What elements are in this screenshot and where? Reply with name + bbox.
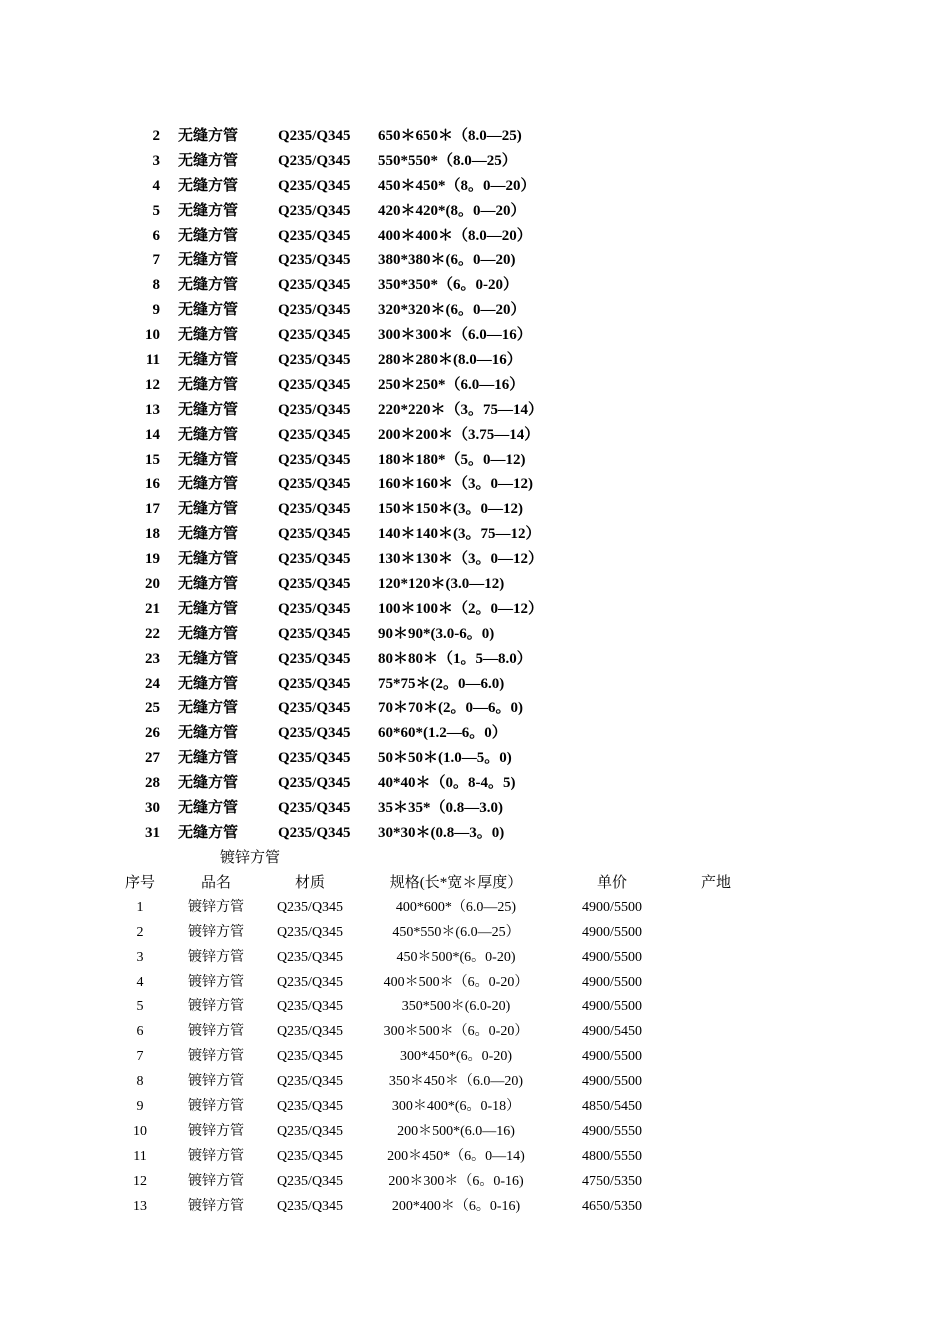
cell-name: 无缝方管 [178,277,239,294]
cell-no: 19 [145,551,160,568]
cell-spec: 400*600*（6.0—25) [395,899,517,915]
cell-name: 无缝方管 [178,327,239,344]
cell-name: 镀锌方管 [188,899,244,915]
cell-name: 无缝方管 [178,824,239,841]
cell-no: 6 [136,1024,144,1040]
table-row [0,1145,950,1170]
cell-material: Q235/Q345 [278,227,351,244]
cell-material: Q235/Q345 [278,451,351,468]
cell-name: 镀锌方管 [188,974,244,990]
cell-spec: 150＊150＊(3。0—12) [378,501,523,518]
table-row [0,199,950,224]
cell-material: Q235/Q345 [278,824,351,841]
cell-no: 17 [145,501,160,518]
cell-name: 无缝方管 [178,476,239,493]
cell-spec: 35＊35*（0.8—3.0) [378,800,503,817]
cell-price: 4900/5500 [582,999,642,1015]
table-row [0,298,950,323]
cell-name: 无缝方管 [178,352,239,369]
table-row [0,1095,950,1120]
cell-price: 4850/5450 [582,1099,642,1115]
cell-material: Q235/Q345 [276,1024,344,1040]
cell-no: 24 [145,675,160,692]
cell-name: 无缝方管 [178,650,239,667]
cell-spec: 140＊140＊(3。75—12） [378,526,541,543]
cell-name: 镀锌方管 [188,1024,244,1040]
cell-material: Q235/Q345 [278,401,351,418]
cell-name: 无缝方管 [178,302,239,319]
cell-material: Q235/Q345 [278,426,351,443]
cell-no: 12 [133,1173,147,1189]
cell-name: 无缝方管 [178,426,239,443]
cell-name: 无缝方管 [178,526,239,543]
galvanized-section-title: 镀锌方管 [220,850,281,866]
table-row [0,248,950,273]
cell-material: Q235/Q345 [276,1148,344,1164]
cell-name: 无缝方管 [178,800,239,817]
cell-material: Q235/Q345 [278,625,351,642]
cell-price: 4900/5550 [582,1123,642,1139]
cell-spec: 70＊70＊(2。0—6。0) [378,700,523,717]
cell-material: Q235/Q345 [278,152,351,169]
cell-material: Q235/Q345 [278,576,351,593]
cell-name: 无缝方管 [178,775,239,792]
table-row [0,1120,950,1145]
cell-name: 无缝方管 [178,700,239,717]
cell-no: 16 [145,476,160,493]
table-row [0,448,950,473]
cell-spec: 320*320＊(6。0—20） [378,302,526,319]
cell-name: 无缝方管 [178,600,239,617]
cell-material: Q235/Q345 [276,949,344,965]
cell-name: 镀锌方管 [188,949,244,965]
cell-name: 镀锌方管 [188,1099,244,1115]
cell-no: 18 [145,526,160,543]
table-row [0,647,950,672]
cell-spec: 450＊450*（8。0—20） [378,177,536,194]
cell-material: Q235/Q345 [278,476,351,493]
cell-no: 23 [145,650,160,667]
table-row [0,149,950,174]
cell-spec: 450＊500*(6。0-20) [396,949,516,965]
cell-material: Q235/Q345 [276,1074,344,1090]
cell-name: 镀锌方管 [188,1074,244,1090]
cell-no: 7 [136,1049,144,1065]
cell-material: Q235/Q345 [278,551,351,568]
cell-spec: 180＊180*（5。0—12) [378,451,526,468]
table-row [0,547,950,572]
cell-no: 12 [145,376,160,393]
cell-spec: 250＊250*（6.0—16） [378,376,525,393]
cell-material: Q235/Q345 [278,526,351,543]
table-row [0,1070,950,1095]
table-row [0,771,950,796]
cell-material: Q235/Q345 [278,775,351,792]
cell-price: 4900/5500 [582,974,642,990]
cell-no: 5 [136,999,144,1015]
cell-no: 13 [133,1198,147,1214]
table-row [0,398,950,423]
cell-name: 无缝方管 [178,252,239,269]
table-row [0,1170,950,1195]
table-row [0,323,950,348]
cell-price: 4650/5350 [582,1198,642,1214]
cell-name: 镀锌方管 [188,1173,244,1189]
cell-material: Q235/Q345 [278,376,351,393]
table-row [0,472,950,497]
cell-material: Q235/Q345 [276,899,344,915]
cell-name: 无缝方管 [178,750,239,767]
cell-name: 无缝方管 [178,376,239,393]
cell-name: 镀锌方管 [188,1123,244,1139]
table-row [0,995,950,1020]
cell-spec: 300＊300＊（6.0—16） [378,327,532,344]
cell-no: 9 [136,1099,144,1115]
cell-name: 无缝方管 [178,152,239,169]
cell-price: 4800/5550 [582,1148,642,1164]
header-origin: 产地 [700,875,732,891]
cell-no: 20 [145,576,160,593]
cell-spec: 280＊280＊(8.0—16） [378,352,522,369]
table-row [0,946,950,971]
header-no: 序号 [124,875,156,891]
cell-material: Q235/Q345 [278,501,351,518]
cell-price: 4900/5500 [582,1049,642,1065]
cell-spec: 120*120＊(3.0—12) [378,576,505,593]
cell-material: Q235/Q345 [278,128,351,144]
table-row [0,1195,950,1220]
cell-spec: 550*550*（8.0—25） [378,152,517,169]
cell-spec: 350*350*（6。0-20） [378,277,518,294]
table-row [0,348,950,373]
cell-material: Q235/Q345 [278,675,351,692]
cell-name: 无缝方管 [178,551,239,568]
cell-name: 镀锌方管 [188,1198,244,1214]
cell-no: 11 [145,352,160,369]
cell-spec: 400＊400＊（8.0—20） [378,227,532,244]
seamless-tube-table [0,124,950,846]
table-row [0,124,950,149]
cell-spec: 300＊500＊（6。0-20） [383,1024,529,1040]
cell-name: 镀锌方管 [188,999,244,1015]
cell-spec: 30*30＊(0.8—3。0) [378,824,505,841]
cell-material: Q235/Q345 [276,1099,344,1115]
cell-spec: 220*220＊（3。75—14） [378,401,544,418]
cell-material: Q235/Q345 [276,999,344,1015]
cell-spec: 100＊100＊（2。0—12） [378,600,544,617]
cell-name: 无缝方管 [178,501,239,518]
cell-spec: 200＊450*（6。0—14) [387,1148,525,1164]
cell-spec: 380*380＊(6。0—20) [378,252,516,269]
cell-material: Q235/Q345 [278,800,351,817]
cell-name: 无缝方管 [178,725,239,742]
table-row [0,721,950,746]
header-name: 品名 [200,875,232,891]
cell-no: 13 [145,401,160,418]
cell-no: 7 [152,252,160,269]
table-row [0,224,950,249]
cell-material: Q235/Q345 [276,1049,344,1065]
table-row [0,921,950,946]
header-price: 单价 [596,875,628,891]
cell-material: Q235/Q345 [278,750,351,767]
cell-name: 无缝方管 [178,576,239,593]
cell-spec: 90＊90*(3.0-6。0) [378,625,495,642]
cell-no: 10 [133,1123,147,1139]
cell-no: 25 [145,700,160,717]
table-row [0,672,950,697]
cell-no: 9 [152,302,160,319]
cell-material: Q235/Q345 [276,1173,344,1189]
cell-name: 无缝方管 [178,675,239,692]
table-row [0,522,950,547]
cell-no: 5 [152,202,160,219]
header-material: 材质 [294,875,326,891]
cell-no: 21 [145,600,160,617]
cell-no: 14 [145,426,160,443]
table-row [0,1020,950,1045]
cell-name: 无缝方管 [178,202,239,219]
cell-no: 3 [136,949,144,965]
cell-price: 4900/5500 [582,1074,642,1090]
cell-material: Q235/Q345 [278,177,351,194]
cell-spec: 60*60*(1.2—6。0） [378,725,507,742]
cell-spec: 75*75＊(2。0—6.0) [378,675,505,692]
cell-price: 4900/5500 [582,899,642,915]
cell-spec: 420＊420*(8。0—20） [378,202,526,219]
cell-material: Q235/Q345 [278,327,351,344]
cell-no: 2 [136,924,144,940]
cell-spec: 450*550＊(6.0—25） [392,924,520,940]
cell-no: 26 [145,725,160,742]
cell-material: Q235/Q345 [276,974,344,990]
table-row [0,746,950,771]
cell-no: 1 [136,899,144,915]
cell-no: 30 [145,800,160,817]
table-row [0,373,950,398]
cell-no: 6 [152,227,160,244]
cell-name: 无缝方管 [178,625,239,642]
table-row [0,971,950,996]
cell-no: 2 [152,128,160,144]
cell-no: 8 [152,277,160,294]
table-row [0,896,950,921]
table-row [0,821,950,846]
cell-name: 无缝方管 [178,401,239,418]
cell-material: Q235/Q345 [276,1123,344,1139]
cell-spec: 200＊200＊（3.75—14） [378,426,540,443]
cell-material: Q235/Q345 [278,302,351,319]
cell-spec: 200*400＊（6。0-16) [391,1198,521,1214]
cell-spec: 50＊50＊(1.0—5。0) [378,750,512,767]
table-row [0,696,950,721]
cell-material: Q235/Q345 [278,700,351,717]
header-spec: 规格(长*宽＊厚度） [389,875,523,891]
cell-name: 无缝方管 [178,227,239,244]
cell-material: Q235/Q345 [276,1198,344,1214]
cell-material: Q235/Q345 [278,277,351,294]
cell-spec: 300*450*(6。0-20) [400,1049,512,1065]
cell-no: 10 [145,327,160,344]
cell-no: 28 [145,775,160,792]
cell-no: 31 [145,824,160,841]
cell-spec: 300＊400*(6。0-18） [391,1099,521,1115]
cell-name: 无缝方管 [178,451,239,468]
table-row [0,1045,950,1070]
cell-no: 22 [145,625,160,642]
table-row [0,622,950,647]
table-row [0,423,950,448]
cell-spec: 40*40＊（0。8-4。5) [378,775,516,792]
cell-no: 27 [145,750,160,767]
table-row [0,572,950,597]
cell-name: 镀锌方管 [188,924,244,940]
cell-spec: 400＊500＊（6。0-20） [383,974,529,990]
cell-material: Q235/Q345 [278,600,351,617]
cell-spec: 350＊450＊（6.0—20) [388,1074,524,1090]
galvanized-header-row [0,871,950,896]
cell-no: 11 [133,1148,147,1164]
cell-no: 15 [145,451,160,468]
cell-name: 镀锌方管 [188,1148,244,1164]
cell-material: Q235/Q345 [278,352,351,369]
cell-spec: 80＊80＊（1。5—8.0） [378,650,532,667]
cell-name: 镀锌方管 [188,1049,244,1065]
cell-material: Q235/Q345 [278,725,351,742]
galvanized-tube-table [0,871,950,1219]
table-row [0,796,950,821]
cell-name: 无缝方管 [178,177,239,194]
cell-material: Q235/Q345 [278,650,351,667]
cell-spec: 350*500＊(6.0-20) [401,999,511,1015]
table-row [0,174,950,199]
cell-price: 4900/5500 [582,924,642,940]
cell-spec: 200＊300＊（6。0-16) [388,1173,524,1189]
cell-spec: 650＊650＊（8.0—25) [378,128,522,144]
table-row [0,273,950,298]
cell-no: 4 [136,974,144,990]
table-row [0,597,950,622]
cell-material: Q235/Q345 [278,202,351,219]
table-row [0,497,950,522]
cell-material: Q235/Q345 [276,924,344,940]
cell-spec: 200＊500*(6.0—16) [397,1123,515,1139]
cell-price: 4900/5450 [582,1024,642,1040]
cell-no: 8 [136,1074,144,1090]
cell-price: 4900/5500 [582,949,642,965]
cell-material: Q235/Q345 [278,252,351,269]
cell-price: 4750/5350 [582,1173,642,1189]
cell-spec: 160＊160＊（3。0—12) [378,476,533,493]
cell-no: 4 [152,177,160,194]
cell-no: 3 [152,152,160,169]
cell-name: 无缝方管 [178,128,239,144]
cell-spec: 130＊130＊（3。0—12） [378,551,544,568]
